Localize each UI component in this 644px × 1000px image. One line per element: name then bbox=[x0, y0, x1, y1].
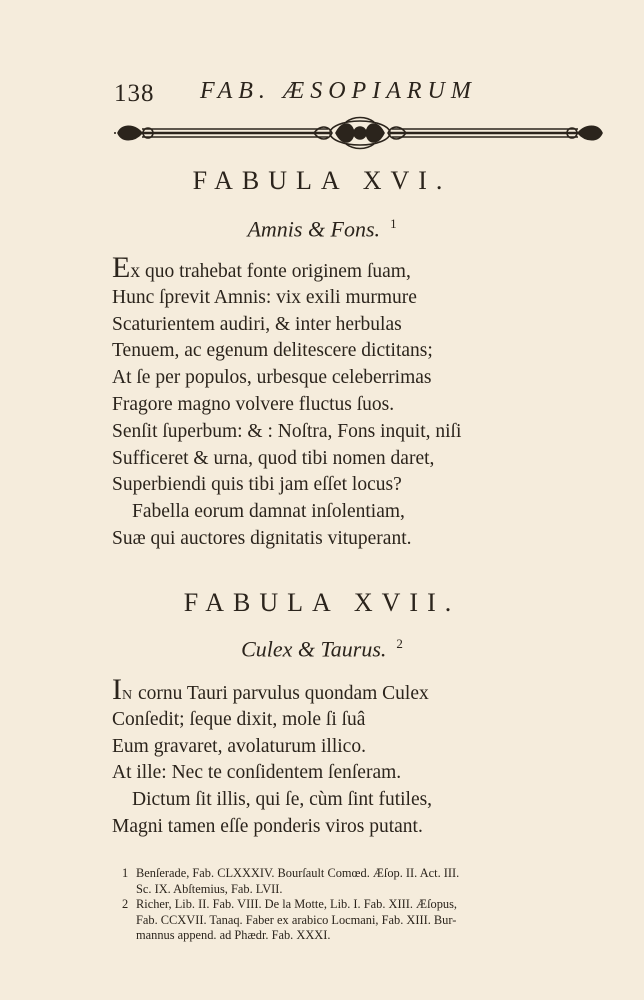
drop-capital: E bbox=[112, 251, 131, 284]
page-header bbox=[114, 78, 534, 108]
verse-line: Scaturientem audiri, & inter herbulas bbox=[112, 313, 402, 335]
fable-17-subtitle-text: Culex & Taurus. bbox=[241, 636, 387, 662]
footnote-number: 1 bbox=[122, 866, 129, 880]
verse-line: Hunc ſprevit Amnis: vix exili murmure bbox=[112, 286, 417, 308]
fable-16-subtitle bbox=[0, 216, 644, 242]
verse-line: Senſit ſuperbum: & : Noſtra, Fons inquit, niſi bbox=[112, 420, 462, 442]
verse-line: Sufficeret & urna, quod tibi nomen daret, bbox=[112, 447, 435, 469]
footnote-line: 2 Richer, Lib. II. Fab. VIII. De la Motte, Lib. I. Fab. XIII. Æſopus, bbox=[122, 897, 458, 911]
footnote-line: Sc. IX. Abſtemius, Fab. LVII. bbox=[136, 881, 283, 896]
verse-line: Magni tamen eſſe ponderis viros putant. bbox=[112, 815, 423, 837]
page-number: 138 bbox=[114, 80, 155, 107]
verse-line: At ſe per populos, urbesque celeberrimas bbox=[112, 367, 432, 389]
verse-line: Ex quo trahebat fonte originem ſuam, bbox=[112, 251, 411, 284]
fable-17-verse bbox=[112, 673, 592, 841]
footnote-line: mannus append. ad Phædr. Fab. XXXI. bbox=[136, 928, 331, 942]
verse-line: Superbiendi quis tibi jam eſſet locus? bbox=[112, 474, 402, 496]
verse-line: Conſedit; ſeque dixit, mole ſi ſuâ bbox=[112, 708, 366, 730]
verse-line: Fabella eorum damnat inſolentiam, bbox=[132, 501, 405, 523]
fable-17-note-ref: 2 bbox=[396, 636, 403, 651]
fable-16-note-ref: 1 bbox=[390, 216, 397, 231]
decorative-rule-icon bbox=[114, 116, 606, 150]
footnote-line: Fab. CCXVII. Tanaq. Faber ex arabico Locmani, Fab. XIII. Bur- bbox=[136, 912, 457, 927]
fable-16-subtitle-text: Amnis & Fons. bbox=[247, 216, 381, 242]
verse-line: IN cornu Tauri parvulus quondam Culex bbox=[112, 673, 429, 706]
fable-16-title: FABULA XVI. bbox=[192, 166, 452, 195]
footnote-line: 1 Benſerade, Fab. CLXXXIV. Bourſault Comœd. Æſop. II. Act. III. bbox=[122, 866, 460, 880]
verse-line: Tenuem, ac egenum delitescere dictitans; bbox=[112, 340, 433, 362]
verse-line: Eum gravaret, avolaturum illico. bbox=[112, 735, 366, 757]
fable-17-title: FABULA XVII. bbox=[183, 588, 461, 617]
fable-17-subtitle bbox=[0, 636, 644, 662]
running-title: FAB. ÆSOPIARUM bbox=[200, 78, 477, 104]
verse-line: Suæ qui auctores dignitatis vituperant. bbox=[112, 527, 412, 549]
fable-16-verse bbox=[112, 251, 592, 553]
verse-line: Dictum ſit illis, qui ſe, cùm ſint futiles, bbox=[132, 789, 433, 811]
footnote-number: 2 bbox=[122, 897, 129, 911]
verse-line: Fragore magno volvere fluctus ſuos. bbox=[112, 393, 395, 415]
verse-line: At ille: Nec te conſidentem ſenſeram. bbox=[112, 762, 402, 784]
footnotes bbox=[122, 866, 616, 944]
drop-capital: I bbox=[112, 673, 122, 706]
